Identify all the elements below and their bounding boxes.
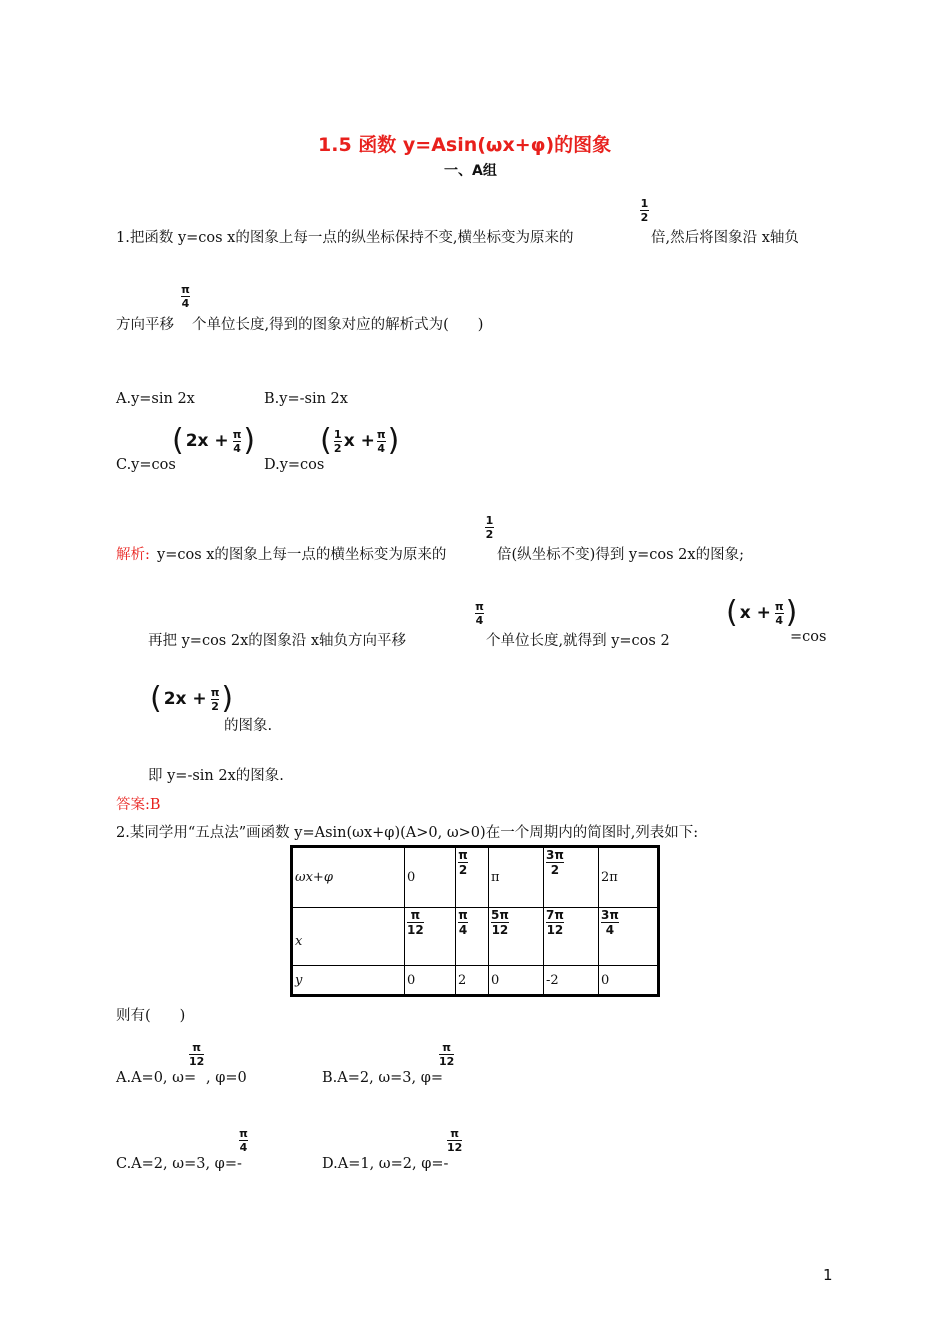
frac-den: 4 xyxy=(233,441,241,455)
frac-den: 4 xyxy=(239,1141,248,1154)
frac-num: π xyxy=(192,1041,201,1054)
solution-frac-half xyxy=(485,515,494,540)
q1-option-d-expr: ( 1 2 x + π 4 ) xyxy=(320,423,400,458)
frac-den: 12 xyxy=(447,1141,463,1154)
frac-den: 2 xyxy=(485,528,494,541)
table-cell xyxy=(292,847,405,908)
table-cell xyxy=(456,908,489,966)
table-cell xyxy=(405,966,456,996)
frac-num: 1 xyxy=(485,514,494,527)
frac-den: 12 xyxy=(491,923,509,937)
q2-option-a-end: , φ=0 xyxy=(206,1070,247,1086)
frac-num: π xyxy=(232,427,242,441)
frac-num: π xyxy=(458,848,468,862)
table-row xyxy=(292,966,659,996)
q1-frac-half xyxy=(640,198,649,223)
table-cell xyxy=(599,966,659,996)
solution-frac-pi4 xyxy=(475,601,484,626)
frac-num: π xyxy=(458,908,468,922)
cell-text: x xyxy=(295,934,303,949)
page-number: 1 xyxy=(823,1266,833,1284)
q2-option-c: C.A=2, ω=3, φ=- xyxy=(116,1156,242,1172)
q2-option-a: A.A=0, ω= xyxy=(116,1070,197,1086)
frac-den: 4 xyxy=(605,923,615,937)
frac-num: 5π xyxy=(491,908,509,922)
solution-line1: y=cos x的图象上每一点的横坐标变为原来的 xyxy=(157,547,447,563)
cell-text: 0 xyxy=(407,972,416,988)
expr-text: 2x + xyxy=(185,431,229,451)
q2-option-c-frac xyxy=(239,1128,248,1153)
table-cell xyxy=(489,847,544,908)
table-cell xyxy=(489,966,544,996)
solution-line2-expr: ( x + π 4 ) xyxy=(726,595,798,630)
q1-line1: 1.把函数 y=cos x的图象上每一点的纵坐标保持不变,横坐标变为原来的 xyxy=(116,230,574,246)
cell-text: π xyxy=(491,870,500,885)
frac-den: 12 xyxy=(546,923,564,937)
frac-den: 4 xyxy=(775,613,784,627)
q2-then: 则有( ) xyxy=(116,1008,186,1024)
table-cell xyxy=(456,847,489,908)
five-point-table xyxy=(290,845,660,997)
frac-num: π xyxy=(410,908,421,922)
q1-line1-end: 倍,然后将图象沿 x轴负 xyxy=(651,230,799,246)
solution-line2-mid: 个单位长度,就得到 y=cos 2 xyxy=(486,633,670,649)
table-cell xyxy=(599,847,659,908)
q1-line2-end: 个单位长度,得到的图象对应的解析式为( ) xyxy=(192,317,484,333)
frac-num: π xyxy=(450,1127,459,1140)
cell-text: 0 xyxy=(601,972,610,988)
frac-num: π xyxy=(239,1127,248,1140)
cell-text: 2 xyxy=(458,972,467,988)
q1-option-c: C.y=cos xyxy=(116,457,176,473)
table-cell xyxy=(489,908,544,966)
frac-num: π xyxy=(376,427,386,441)
q1-frac-pi4 xyxy=(181,284,190,309)
frac-den: 4 xyxy=(458,923,468,937)
table-row xyxy=(292,847,659,908)
table-cell xyxy=(544,908,599,966)
q2-option-b-frac xyxy=(439,1042,454,1067)
q1-option-a: A.y=sin 2x xyxy=(116,391,195,407)
table-cell xyxy=(405,908,456,966)
frac-den: 4 xyxy=(377,441,386,455)
solution-line4: 即 y=-sin 2x的图象. xyxy=(148,768,284,784)
frac-num: 3π xyxy=(546,848,564,862)
table-row xyxy=(292,908,659,966)
frac-den: 2 xyxy=(640,211,649,224)
cell-text: 0 xyxy=(491,972,500,988)
expr-text: x + xyxy=(739,603,771,623)
q2-option-d: D.A=1, ω=2, φ=- xyxy=(322,1156,449,1172)
q1-option-c-expr: ( 2x + π 4 ) xyxy=(172,423,256,458)
q2-option-a-frac xyxy=(189,1042,204,1067)
cell-text: ωx+φ xyxy=(295,870,333,885)
page-title: 1.5 函数 y=Asin(ωx+φ)的图象 xyxy=(318,134,612,156)
frac-num: π xyxy=(774,599,784,613)
cell-text: -2 xyxy=(546,972,559,988)
cell-text: 2π xyxy=(601,870,618,885)
solution-label: 解析: xyxy=(116,547,150,563)
table-cell xyxy=(599,908,659,966)
cell-text: 0 xyxy=(407,870,416,885)
frac-num: π xyxy=(475,600,484,613)
solution-line3-expr: ( 2x + π 2 ) xyxy=(150,681,234,716)
frac-num: π xyxy=(210,685,220,699)
table-cell xyxy=(544,847,599,908)
frac-den: 12 xyxy=(439,1055,455,1068)
frac-num: 1 xyxy=(333,427,342,441)
q1-option-d: D.y=cos xyxy=(264,457,325,473)
frac-den: 2 xyxy=(211,699,219,713)
answer-label: 答案:B xyxy=(116,797,161,813)
frac-den: 2 xyxy=(333,441,342,455)
solution-line3-end: 的图象. xyxy=(224,718,273,734)
expr-text: 2x + xyxy=(163,689,207,709)
section-heading: 一、A组 xyxy=(444,163,497,179)
cell-text: y xyxy=(295,972,303,988)
solution-line2-end: =cos xyxy=(790,629,827,645)
frac-den: 4 xyxy=(475,614,484,627)
q2-option-d-frac xyxy=(447,1128,462,1153)
frac-num: 7π xyxy=(546,908,564,922)
frac-num: π xyxy=(442,1041,451,1054)
frac-num: 3π xyxy=(601,908,619,922)
expr-text: x + xyxy=(343,431,375,451)
q1-line2-start: 方向平移 xyxy=(116,317,174,333)
frac-den: 2 xyxy=(458,863,468,877)
table-cell xyxy=(292,908,405,966)
frac-den: 12 xyxy=(189,1055,205,1068)
solution-line2: 再把 y=cos 2x的图象沿 x轴负方向平移 xyxy=(148,633,407,649)
q2-option-b: B.A=2, ω=3, φ= xyxy=(322,1070,444,1086)
frac-num: 1 xyxy=(640,197,649,210)
frac-den: 4 xyxy=(181,297,190,310)
frac-den: 2 xyxy=(550,863,560,877)
solution-line1-end: 倍(纵坐标不变)得到 y=cos 2x的图象; xyxy=(497,547,744,563)
frac-num: π xyxy=(181,283,190,296)
table-cell xyxy=(292,966,405,996)
table-cell xyxy=(544,966,599,996)
frac-den: 12 xyxy=(407,923,424,937)
q1-option-b: B.y=-sin 2x xyxy=(264,391,348,407)
table-cell xyxy=(405,847,456,908)
q2-stem: 2.某同学用“五点法”画函数 y=Asin(ωx+φ)(A>0, ω>0)在一个周期内的简图时,列表如下: xyxy=(116,825,699,841)
table-cell xyxy=(456,966,489,996)
